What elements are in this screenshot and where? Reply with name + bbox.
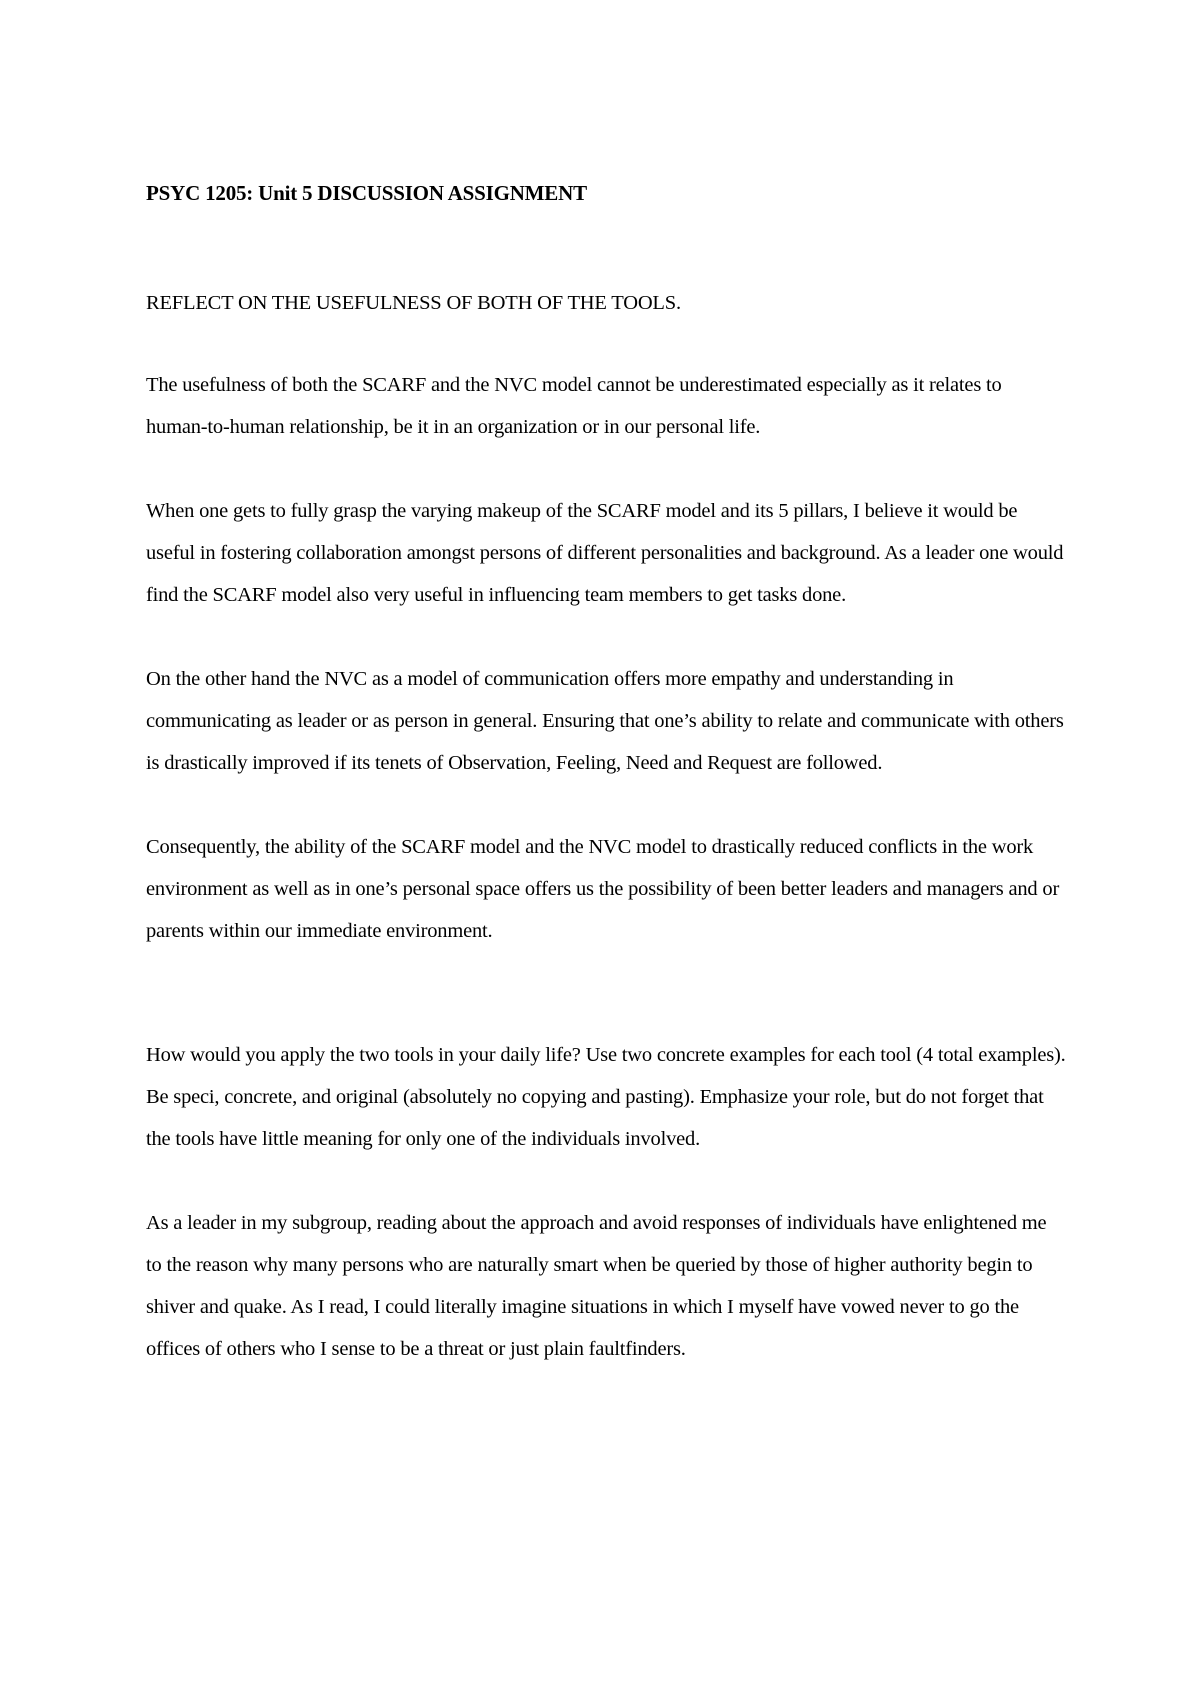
section-heading: REFLECT ON THE USEFULNESS OF BOTH OF THE TOOLS.: [146, 292, 681, 314]
paragraph-question: How would you apply the two tools in your daily life? Use two concrete examples for each tool (4 total examples). Be speci, concrete, and original (absolutely no copying and pasting). Emphasize your role, but do not forget that the tools have little meaning for only one of the individuals involved.: [146, 1044, 1066, 1150]
paragraph-consequently: Consequently, the ability of the SCARF model and the NVC model to drastically reduced conflicts in the work environment as well as in one’s personal space offers us the possibility of been better leaders and managers and or parents within our immediate environment.: [146, 836, 1060, 942]
paragraph-nvc: On the other hand the NVC as a model of communication offers more empathy and understanding in communicating as leader or as person in general. Ensuring that one’s ability to relate and communicate with others is drastically improved if its tenets of Observation, Feeling, Need and Request are followed.: [146, 668, 1064, 774]
document-body: [146, 172, 1066, 1370]
paragraph-usefulness: The usefulness of both the SCARF and the NVC model cannot be underestimated especially as it relates to human-to-human relationship, be it in an organization or in our personal life.: [146, 374, 1002, 438]
paragraph-scarf: When one gets to fully grasp the varying makeup of the SCARF model and its 5 pillars, I believe it would be useful in fostering collaboration amongst persons of different personalities and background. As a leader one would find the SCARF model also very useful in influencing team members to get tasks done.: [146, 500, 1064, 606]
paragraph-leader: As a leader in my subgroup, reading about the approach and avoid responses of individuals have enlightened me to the reason why many persons who are naturally smart when be queried by those of higher authority begin to shiver and quake. As I read, I could literally imagine situations in which I myself have vowed never to go the offices of others who I sense to be a threat or just plain faultfinders.: [146, 1212, 1047, 1360]
document-title: PSYC 1205: Unit 5 DISCUSSION ASSIGNMENT: [146, 181, 587, 205]
